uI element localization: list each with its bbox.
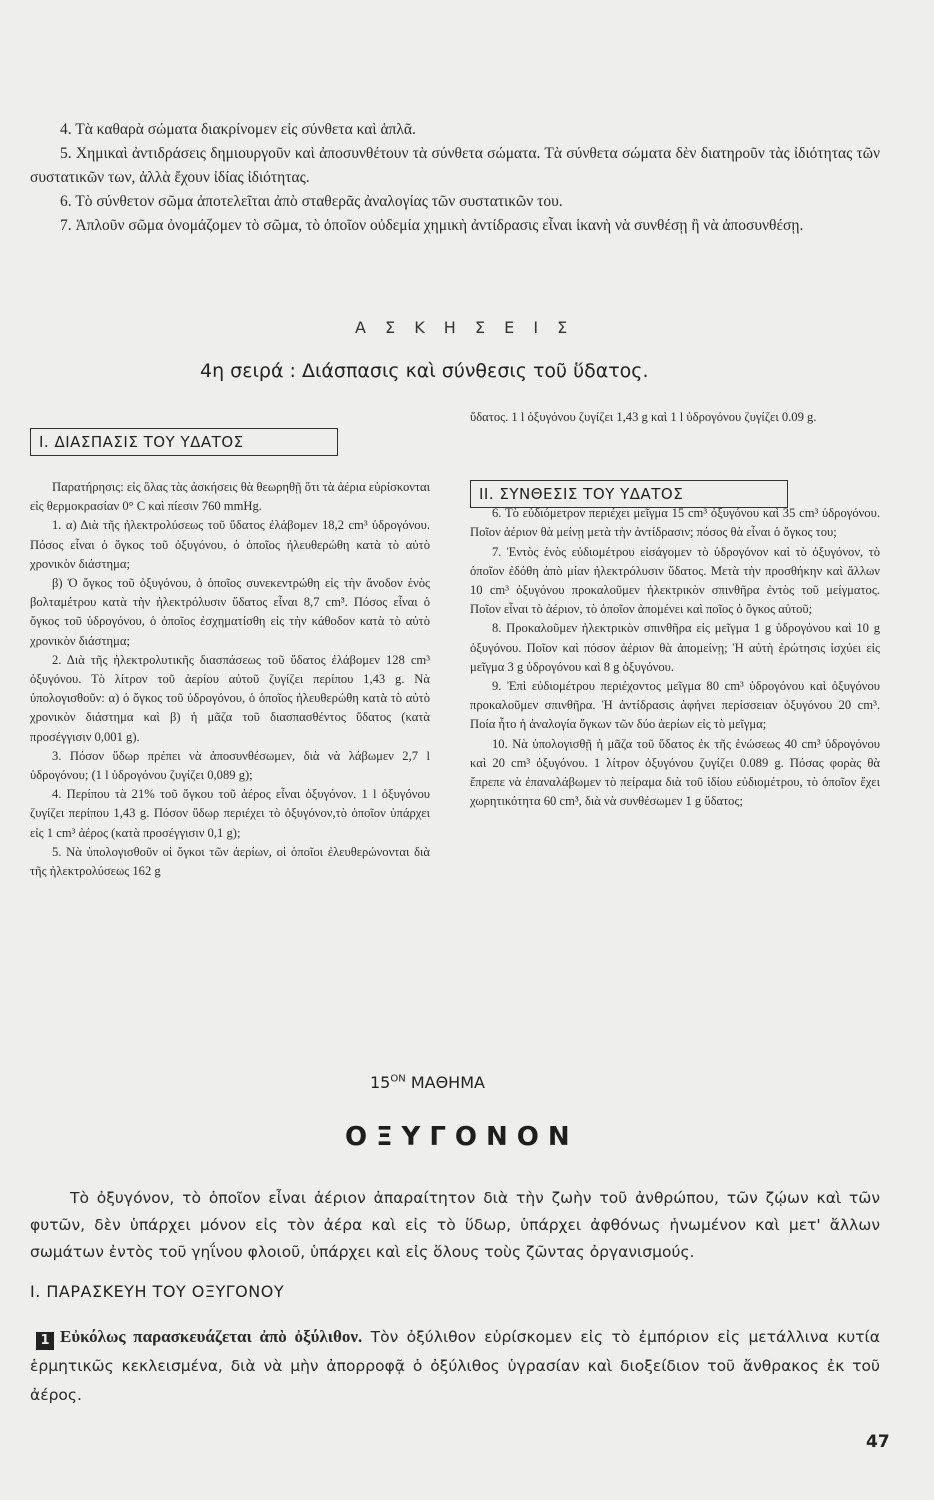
lesson-word: ΜΑΘΗΜΑ [410, 1073, 485, 1092]
exercise-item: 3. Πόσον ὕδωρ πρέπει νὰ ἀποσυνθέσωμεν, διὰ νὰ λάβωμεν 2,7 l ὑδρογόνου; (1 l ὑδρογόνου ζυγίζει 0,089 g); [30, 748, 430, 783]
series-title: 4η σειρά : Διάσπασις καὶ σύνθεσις τοῦ ὕδατος. [200, 360, 649, 382]
number-badge: 1 [36, 1332, 54, 1350]
left-column [30, 478, 430, 881]
exercise-item: 5. Νὰ ὑπολογισθοῦν οἱ ὄγκοι τῶν ἀερίων, οἱ ὁποῖοι ἐλευθερώνονται διὰ τῆς ἠλεκτρολύσεως 162 g [30, 844, 430, 879]
section-heading-synthesis: II. ΣΥΝΘΕΣΙΣ ΤΟΥ ΥΔΑΤΟΣ [470, 480, 788, 508]
preparation-text: Τὸν ὀξύλιθον εὑρίσκομεν εἰς τὸ ἐμπόριον εἰς μετάλλινα κυτία ἑρμητικῶς κεκλεισμένα, διὰ νὰ μὴν ἀπορροφᾷ ὁ ὀξύλιθος ὑγρασίαν καὶ διοξείδιον τοῦ ἄνθρακος ἐκ τοῦ ἀέρος. [30, 1328, 880, 1404]
summary-item: 4. Τὰ καθαρὰ σώματα διακρίνομεν εἰς σύνθετα καὶ ἁπλᾶ. [60, 121, 416, 138]
exercise-item: 9. Ἐπὶ εὐδιομέτρου περιέχοντος μεῖγμα 80 cm³ ὑδρογόνου καὶ ὀξυγόνου προκαλοῦμεν σπινθῆρα. Ἡ ἀντίδρασις ἀφήνει περίσσειαν ὀξυγόνου 20 cm³. Ποία ἦτο ἡ ἀναλογία ὄγκων τῶν δύο ἀερίων εἰς τὸ μεῖγμα; [470, 679, 880, 732]
exercise-item: 1. α) Διὰ τῆς ἠλεκτρολύσεως τοῦ ὕδατος ἐλάβομεν 18,2 cm³ ὑδρογόνου. Πόσος εἶναι ὁ ὄγκος τοῦ ὀξυγόνου, ὁ ὁποῖος ἠλευθερώθη κατὰ τὸ αὐτὸ χρονικὸν διάστημα; [30, 518, 430, 571]
section-heading-decomposition: I. ΔΙΑΣΠΑΣΙΣ ΤΟΥ ΥΔΑΤΟΣ [30, 428, 338, 456]
intro [30, 1185, 880, 1266]
exercise-item: 4. Περίπου τὰ 21% τοῦ ὄγκου τοῦ ἀέρος εἶναι ὀξυγόνον. 1 l ὀξυγόνου ζυγίζει περίπου 1,43 g. Πόσον ὕδωρ περιέχει τὸ ὀξυγόνον,τὸ ὁποῖον ὑπάρχει εἰς 1 cm³ ἀέρος (κατὰ προσέγγισιν 0,1 g); [30, 787, 430, 840]
exercise-item: 10. Νὰ ὑπολογισθῇ ἡ μᾶζα τοῦ ὕδατος ἐκ τῆς ἑνώσεως 40 cm³ ὑδρογόνου καὶ 20 cm³ ὀξυγόνου. 1 λίτρον ὀξυγόνου ζυγίζει 0.089 g. Πόσας φορὰς θὰ ἔπρεπε νὰ ἐπαναλάβωμεν τὸ πείραμα διὰ τοῦ ἰδίου εὐδιομέτρου, τὸ ὁποῖον ἔχει χωρητικότητα 60 cm³, διὰ νὰ συνθέσωμεν 1 g ὕδατος; [470, 736, 880, 809]
preparation-paragraph [30, 1322, 880, 1410]
intro-paragraph: Τὸ ὀξυγόνον, τὸ ὁποῖον εἶναι ἀέριον ἀπαραίτητον διὰ τὴν ζωὴν τοῦ ἀνθρώπου, τῶν ζῴων καὶ τῶν φυτῶν, δὲν ὑπάρχει μόνον εἰς τὸν ἀέρα καὶ εἰς τὸ ὕδωρ, ὑπάρχει ἀφθόνως ἡνωμένον καὶ μετ' ἄλλων σωμάτων ἐντὸς τοῦ γηΐνου φλοιοῦ, ὑπάρχει καὶ εἰς ὅλους τοὺς ζῶντας ὀργανισμούς. [30, 1189, 880, 1261]
chapter-title: ΟΞΥΓΟΝΟΝ [345, 1122, 579, 1152]
section-heading-preparation: I. ΠΑΡΑΣΚΕΥΗ ΤΟΥ ΟΞΥΓΟΝΟΥ [30, 1282, 285, 1301]
lesson-sup: ΟΝ [390, 1073, 406, 1085]
exercise-continuation: ὕδατος. 1 l ὀξυγόνου ζυγίζει 1,43 g καὶ 1 l ὑδρογόνου ζυγίζει 0.09 g. [470, 410, 817, 424]
page-number: 47 [866, 1432, 890, 1452]
preparation-text-block [30, 1322, 880, 1410]
exercise-item: β) Ὁ ὄγκος τοῦ ὀξυγόνου, ὁ ὁποῖος συνεκεντρώθη εἰς τὴν ἄνοδον ἑνὸς βολταμέτρου κατὰ τὴν ἠλεκτρόλυσιν ὕδατος εἶναι 8,7 cm³. Πόσος εἶναι ὁ ὄγκος τοῦ ὑδρογόνου, ὁ ὁποῖος ἐσχηματίσθη εἰς τὴν κάθοδον κατὰ τὸ αὐτὸ χρονικὸν διάστημα; [30, 576, 430, 648]
summary-list [30, 118, 880, 238]
exercise-item: 8. Προκαλοῦμεν ἠλεκτρικὸν σπινθῆρα εἰς μεῖγμα 1 g ὑδρογόνου καὶ 10 g ὀξυγόνου. Ποῖον καὶ πόσον ἀέριον θὰ ἀπομείνῃ; Ἡ αὐτὴ ἐρώτησις ἰσχύει εἰς μεῖγμα 3 g ὑδρογόνου καὶ 8 g ὀξυγόνου. [470, 621, 880, 674]
exercise-item: 2. Διὰ τῆς ἠλεκτρολυτικῆς διασπάσεως τοῦ ὕδατος ἐλάβομεν 128 cm³ ὀξυγόνου. Τὸ λίτρον τοῦ ἀερίου αὐτοῦ ζυγίζει περίπου 1,43 g. Νὰ ὑπολογισθοῦν: α) ὁ ὄγκος τοῦ ὑδρογόνου, ὁ ὁποῖος ἠλευθερώθη κατὰ τὸ αὐτὸ χρονικὸν διάστημα καὶ β) ἡ μᾶζα τοῦ διασπασθέντος ὕδατος (κατὰ προσέγγισιν 0,001 g). [30, 652, 430, 744]
right-column [470, 408, 880, 811]
lesson-number [370, 1073, 485, 1092]
summary-item: 6. Τὸ σύνθετον σῶμα ἀποτελεῖται ἀπὸ σταθερᾶς ἀναλογίας τῶν συστατικῶν του. [60, 193, 563, 210]
bold-lead: Εὐκόλως παρασκευάζεται ἀπὸ ὀξύλιθον. [60, 1327, 363, 1346]
exercises-title: Α Σ Κ Η Σ Ε Ι Σ [355, 318, 575, 337]
lesson-num: 15 [370, 1073, 391, 1092]
exercise-item: 7. Ἐντὸς ἑνὸς εὐδιομέτρου εἰσάγομεν τὸ ὑδρογόνον καὶ τὸ ὀξυγόνον, τὸ ὁποῖον ἐδόθη ἀπὸ μίαν ἠλεκτρόλυσιν ὕδατος. Μετὰ τὴν προσθήκην καὶ ἄλλων 10 cm³ ὀξυγόνου προκαλοῦμεν ἠλεκτρικὸν σπινθῆρα ἐντὸς τοῦ μείγματος. Ποῖον εἶναι τὸ ἀέριον, τὸ ὁποῖον ἀπομένει καὶ ποῖος ὁ ὄγκος αὐτοῦ; [470, 544, 880, 617]
summary-item: 5. Χημικαὶ ἀντιδράσεις δημιουργοῦν καὶ ἀποσυνθέτουν τὰ σύνθετα σώματα. Τὰ σύνθετα σώματα δὲν διατηροῦν τὰς ἰδιότητας τῶν συστατικῶν των, ἀλλὰ ἔχουν ἰδίας ἰδιότητας. [30, 145, 880, 186]
exercise-note: Παρατήρησις: εἰς ὅλας τὰς ἀσκήσεις θὰ θεωρηθῇ ὅτι τὰ ἀέρια εὑρίσκονται εἰς θερμοκρασίαν 0° C καὶ πίεσιν 760 mmHg. [30, 480, 430, 514]
summary-item: 7. Ἁπλοῦν σῶμα ὀνομάζομεν τὸ σῶμα, τὸ ὁποῖον οὐδεμία χημικὴ ἀντίδρασις εἶναι ἱκανὴ νὰ συνθέσῃ ἢ νὰ ἀποσυνθέσῃ. [60, 217, 804, 234]
exercise-item: 6. Τὸ εὐδιόμετρον περιέχει μεῖγμα 15 cm³ ὀξυγόνου καὶ 35 cm³ ὑδρογόνου. Ποῖον ἀέριον θὰ μείνῃ μετὰ τὴν ἀντίδρασιν; πόσος θὰ εἶναι ὁ ὄγκος του; [470, 506, 880, 540]
